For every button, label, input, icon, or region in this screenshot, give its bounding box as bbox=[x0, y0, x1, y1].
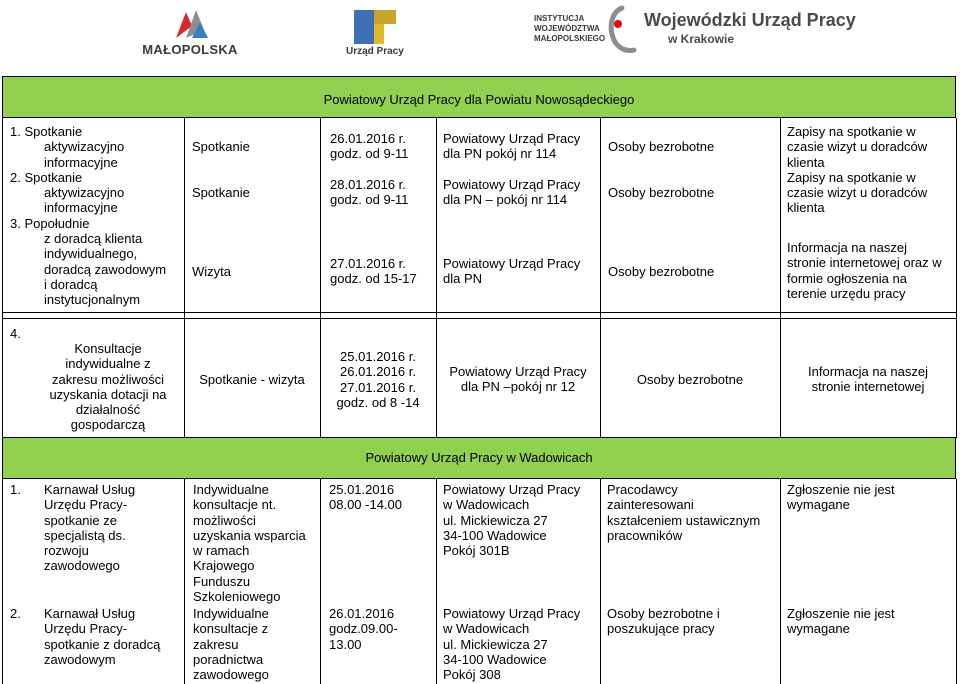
event-date-line: godz. od 8 -14 bbox=[336, 394, 420, 410]
event-name-line: działalność bbox=[75, 402, 141, 418]
event-date-cell bbox=[330, 131, 409, 162]
event-note-line: stronie internetowej bbox=[811, 379, 925, 395]
event-date-line: 27.01.2016 r. bbox=[340, 379, 416, 395]
event-names-cell bbox=[44, 482, 135, 574]
row-number: 2. bbox=[10, 606, 21, 621]
event-place-line: w Wadowicach bbox=[443, 497, 530, 513]
event-place-cell bbox=[436, 364, 600, 395]
malopolska-logo-text: MAŁOPOLSKA bbox=[142, 42, 238, 57]
event-target-line: zainteresowani bbox=[607, 497, 694, 513]
event-form-line: Funduszu bbox=[193, 573, 251, 589]
event-note-line: czasie wizyt u doradców bbox=[787, 139, 928, 155]
event-date-line: godz. od 9-11 bbox=[330, 192, 409, 208]
event-name-line: 2. Spotkanie bbox=[10, 169, 83, 185]
event-date-cell bbox=[329, 482, 402, 513]
event-date-line: 26.01.2016 bbox=[329, 606, 395, 621]
event-target-line: Osoby bezrobotne i bbox=[607, 606, 720, 621]
event-name-line: gospodarczą bbox=[70, 417, 146, 433]
event-target-line: pracowników bbox=[607, 527, 683, 543]
event-name-line: 1. Spotkanie bbox=[10, 124, 83, 139]
event-place-line: Powiatowy Urząd Pracy bbox=[449, 364, 587, 379]
urzad-pracy-logo bbox=[344, 6, 424, 56]
event-place-line: Pokój 308 bbox=[443, 667, 501, 683]
event-notes-cell bbox=[787, 240, 942, 301]
event-target: Osoby bezrobotne bbox=[608, 264, 715, 279]
event-date-line: 26.01.2016 r. bbox=[340, 364, 416, 380]
event-form-line: Szkoleniowego bbox=[193, 589, 281, 605]
event-name-line: indywidualne z bbox=[65, 356, 151, 372]
event-place-line: Powiatowy Urząd Pracy bbox=[443, 256, 581, 271]
event-form: Spotkanie bbox=[192, 185, 250, 200]
event-place-line: Powiatowy Urząd Pracy bbox=[443, 482, 581, 497]
event-form-line: konsultacje z bbox=[193, 621, 269, 637]
event-date-line: 27.01.2016 r. bbox=[330, 256, 406, 271]
event-place-cell bbox=[443, 177, 580, 208]
event-note-line: terenie urzędu pracy bbox=[787, 285, 906, 301]
event-place-line: ul. Mickiewicza 27 bbox=[443, 636, 548, 652]
event-form-line: poradnictwa bbox=[193, 651, 264, 667]
event-form-cell bbox=[193, 482, 306, 604]
event-name-line: specjalistą ds. bbox=[44, 527, 126, 543]
malopolska-logo bbox=[138, 6, 242, 56]
row-number: 4. bbox=[10, 326, 21, 341]
event-note-line: Zgłoszenie nie jest bbox=[787, 606, 895, 621]
event-name-line: i doradcą bbox=[44, 276, 98, 292]
event-target-line: kształceniem ustawicznym bbox=[607, 512, 761, 528]
event-date-line: godz. od 15-17 bbox=[330, 271, 417, 287]
event-date-line: godz.09.00- bbox=[329, 621, 398, 637]
event-name-line: zawodowego bbox=[44, 558, 120, 574]
event-note-line: Zapisy na spotkanie w bbox=[787, 124, 916, 139]
event-target: Osoby bezrobotne bbox=[608, 139, 715, 154]
event-place-line: 34-100 Wadowice bbox=[443, 527, 547, 543]
event-form-line: Krajowego bbox=[193, 558, 255, 574]
event-form-cell bbox=[193, 606, 269, 682]
event-notes-cell bbox=[787, 124, 927, 216]
event-target: Osoby bezrobotne bbox=[608, 185, 715, 200]
event-place-line: w Wadowicach bbox=[443, 621, 530, 637]
event-date-cell bbox=[329, 606, 398, 652]
event-place-line: Pokój 301B bbox=[443, 543, 510, 559]
event-note-line: Informacja na naszej bbox=[787, 240, 907, 255]
section-header-nowy-sacz bbox=[2, 76, 956, 118]
event-form-line: Indywidualne bbox=[193, 606, 269, 621]
event-name-line: informacyjne bbox=[44, 200, 118, 216]
event-target-cell bbox=[607, 482, 760, 543]
event-note-line: Informacja na naszej bbox=[808, 364, 928, 379]
row-number: 1. bbox=[10, 482, 21, 497]
instytucja-logo bbox=[534, 14, 614, 50]
event-name-line: aktywizacyjno bbox=[44, 185, 125, 201]
event-form: Spotkanie - wizyta bbox=[199, 372, 305, 387]
event-date-line: 25.01.2016 bbox=[329, 482, 395, 497]
event-name-line: z doradcą klienta bbox=[44, 231, 143, 247]
event-place-line: dla PN bbox=[443, 271, 483, 287]
event-name-line: spotkanie z doradcą bbox=[44, 636, 161, 652]
event-name-line: Urzędu Pracy- bbox=[44, 497, 128, 513]
event-form-line: Indywidualne bbox=[193, 482, 269, 497]
event-note-line: wymagane bbox=[787, 621, 850, 637]
event-date-line: 26.01.2016 r. bbox=[330, 131, 406, 146]
event-names-cell bbox=[44, 606, 160, 667]
event-form-line: możliwości bbox=[193, 512, 256, 528]
wup-logo-subtitle: w Krakowie bbox=[668, 32, 735, 46]
event-names-cell bbox=[36, 341, 180, 433]
event-name-line: instytucjonalnym bbox=[44, 292, 141, 308]
event-notes-cell bbox=[787, 482, 895, 513]
event-place-line: ul. Mickiewicza 27 bbox=[443, 512, 548, 528]
instytucja-line: MAŁOPOLSKIEGO bbox=[534, 34, 606, 43]
event-target-line: Pracodawcy bbox=[607, 482, 678, 497]
event-form: Wizyta bbox=[192, 264, 231, 279]
event-date-cell bbox=[320, 349, 436, 410]
event-name-line: Karnawał Usług bbox=[44, 482, 136, 497]
event-name-line: zakresu możliwości bbox=[52, 371, 164, 387]
instytucja-line: WOJEWÓDZTWA bbox=[534, 24, 600, 33]
event-date-line: 28.01.2016 r. bbox=[330, 177, 406, 192]
event-name-line: spotkanie ze bbox=[44, 512, 117, 528]
event-place-line: 34-100 Wadowice bbox=[443, 651, 547, 667]
urzad-pracy-logo-text: Urząd Pracy bbox=[346, 46, 404, 57]
event-name-line: indywidualnego, bbox=[44, 246, 138, 262]
event-date-line: 25.01.2016 r. bbox=[340, 349, 416, 364]
event-note-line: Zgłoszenie nie jest bbox=[787, 482, 895, 497]
event-name-line: Konsultacje bbox=[74, 341, 142, 356]
event-place-cell bbox=[443, 482, 580, 558]
event-name-line: uzyskania dotacji na bbox=[49, 386, 167, 402]
event-date-cell bbox=[330, 256, 417, 287]
event-name-line: informacyjne bbox=[44, 154, 118, 170]
event-note-line: formie ogłoszenia na bbox=[787, 270, 907, 286]
event-form-line: zakresu bbox=[193, 636, 239, 652]
event-note-line: stronie internetowej oraz w bbox=[787, 255, 942, 271]
urzad-pracy-mark-icon bbox=[348, 6, 402, 46]
event-form-line: w ramach bbox=[193, 543, 250, 559]
wup-mark-icon bbox=[604, 4, 640, 54]
event-place-line: dla PN –pokój nr 12 bbox=[460, 379, 576, 395]
malopolska-mark-icon bbox=[174, 6, 210, 40]
event-place-line: Powiatowy Urząd Pracy bbox=[443, 131, 581, 146]
section-header-wadowice bbox=[2, 437, 956, 479]
event-notes-cell bbox=[787, 606, 895, 637]
event-place-cell bbox=[443, 606, 580, 682]
event-form-line: konsultacje nt. bbox=[193, 497, 277, 513]
event-place-cell bbox=[443, 256, 580, 287]
event-place-cell bbox=[443, 131, 580, 162]
instytucja-line: INSTYTUCJA bbox=[534, 14, 585, 23]
event-date-line: 08.00 -14.00 bbox=[329, 497, 403, 513]
event-note-line: klienta bbox=[787, 154, 825, 170]
wup-logo bbox=[604, 4, 854, 56]
event-name-line: zawodowym bbox=[44, 651, 116, 667]
event-target-cell bbox=[607, 606, 720, 637]
event-date-cell bbox=[330, 177, 409, 208]
event-place-line: dla PN – pokój nr 114 bbox=[443, 192, 568, 208]
event-name-line: Urzędu Pracy- bbox=[44, 621, 128, 637]
event-form: Spotkanie bbox=[192, 139, 250, 154]
event-note-line: Zapisy na spotkanie w bbox=[787, 169, 916, 185]
event-name-line: Karnawał Usług bbox=[44, 606, 136, 621]
section-title: Powiatowy Urząd Pracy dla Powiatu Nowosądeckiego bbox=[323, 92, 635, 107]
event-form-line: zawodowego bbox=[193, 667, 269, 683]
event-place-line: dla PN pokój nr 114 bbox=[443, 146, 557, 162]
event-names-cell bbox=[10, 124, 166, 308]
event-date-line: godz. od 9-11 bbox=[330, 146, 409, 162]
section-title: Powiatowy Urząd Pracy w Wadowicach bbox=[365, 450, 593, 465]
event-note-line: klienta bbox=[787, 200, 825, 216]
event-target: Osoby bezrobotne bbox=[636, 372, 744, 387]
event-place-line: Powiatowy Urząd Pracy bbox=[443, 177, 581, 192]
event-name-line: aktywizacyjno bbox=[44, 139, 125, 155]
event-note-line: wymagane bbox=[787, 497, 850, 513]
wup-logo-title: Wojewódzki Urząd Pracy bbox=[644, 10, 856, 30]
event-notes-cell bbox=[780, 364, 956, 395]
event-form-line: uzyskania wsparcia bbox=[193, 527, 306, 543]
event-note-line: czasie wizyt u doradców bbox=[787, 185, 928, 201]
event-name-line: rozwoju bbox=[44, 543, 89, 559]
event-date-line: 13.00 bbox=[329, 636, 362, 652]
event-name-line: 3. Popołudnie bbox=[10, 215, 90, 231]
event-place-line: Powiatowy Urząd Pracy bbox=[443, 606, 581, 621]
event-name-line: doradcą zawodowym bbox=[44, 261, 167, 277]
event-target-line: poszukujące pracy bbox=[607, 621, 715, 637]
